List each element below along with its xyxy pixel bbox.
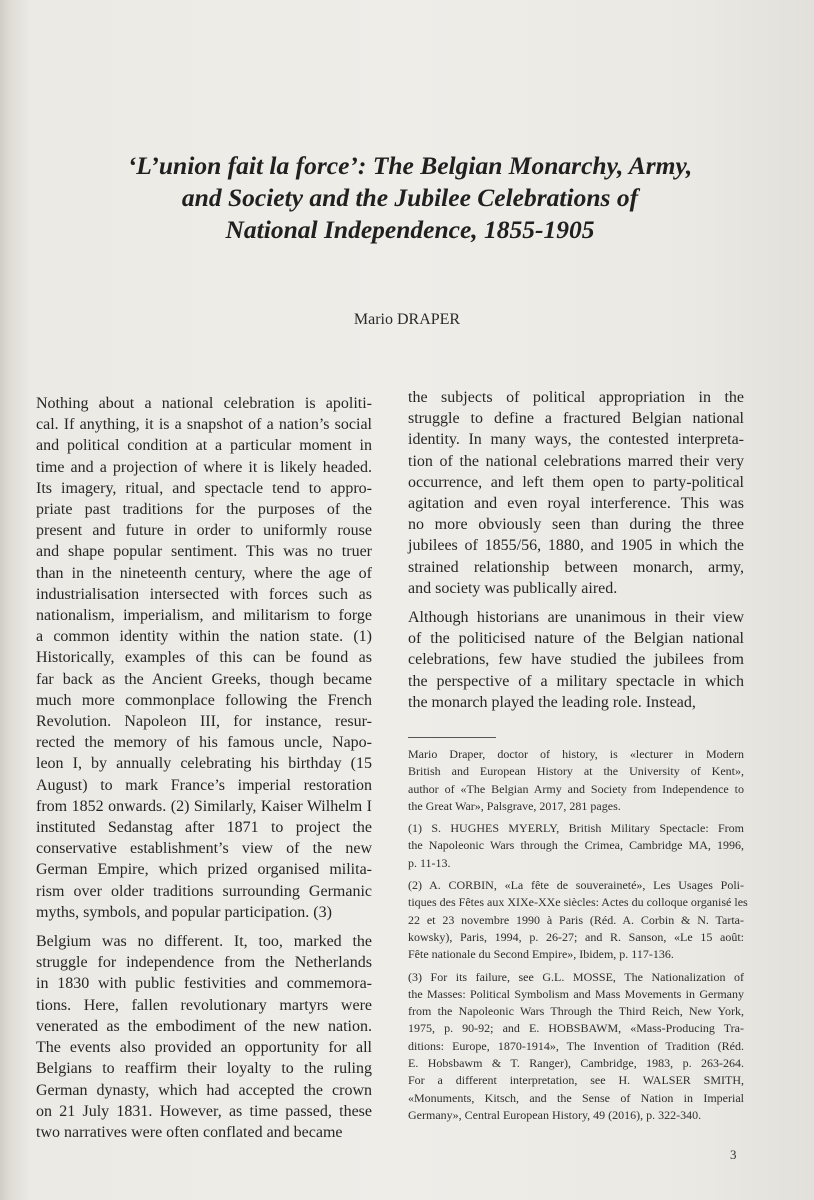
- footnote-line: the Napoleonic Wars through the Crimea, Cambridge MA, 1996,: [408, 838, 744, 853]
- text-line: The events also provided an opportunity for all: [36, 1039, 372, 1057]
- footnote-line: 1975, p. 90-92; and E. HOBSBAWM, «Mass-Producing Tra-: [408, 1021, 744, 1036]
- text-line: industrialisation intersected with forces such as: [36, 585, 372, 603]
- text-line: Nothing about a national celebration is apoliti-: [36, 395, 372, 412]
- text-line: conservative establishment’s view of the new: [36, 840, 372, 858]
- text-line: August) to mark France’s imperial restoration: [36, 776, 372, 794]
- footnote-line: (3) For its failure, see G.L. MOSSE, The Nationalization of: [408, 969, 744, 984]
- text-line: strained relationship between monarch, army,: [408, 558, 744, 576]
- text-line: the subjects of political appropriation in the: [408, 389, 744, 406]
- footnote-line: the Great War», Palsgrave, 2017, 281 pages.: [408, 798, 621, 813]
- page-number: 3: [730, 1147, 737, 1162]
- footnote-2: [408, 877, 748, 963]
- text-line: and society was publically aired.: [408, 579, 618, 597]
- text-line: in 1830 with public festivities and commemora-: [36, 975, 372, 993]
- text-line: occurrence, and left them open to party-political: [408, 473, 744, 491]
- text-line: the monarch played the leading role. Instead,: [408, 693, 696, 711]
- text-line: tion of the national celebrations marred their very: [408, 452, 744, 470]
- footnote-3: [408, 969, 744, 1125]
- footnote-line: «Monuments, Kitsch, and the Sense of Nation in Imperial: [408, 1090, 744, 1105]
- text-line: the perspective of a military spectacle in which: [408, 672, 744, 690]
- text-line: Belgians to reaffirm their loyalty to the ruling: [36, 1060, 372, 1078]
- text-line: Revolution. Napoleon III, for instance, resur-: [36, 713, 372, 731]
- text-line: priate past traditions for the purposes of the: [36, 501, 372, 519]
- text-line: German dynasty, which had accepted the crown: [36, 1081, 372, 1099]
- footnote-line: British and European History at the University of Kent»,: [408, 764, 744, 779]
- footnote-line: kowsky), Paris, 1994, p. 26-27; and R. Sanson, «Le 15 août:: [408, 929, 744, 944]
- footnote-line: from the Napoleonic Wars Through the Third Reich, New York,: [408, 1004, 744, 1019]
- footnote-line: author of «The Belgian Army and Society from Independence to: [408, 781, 744, 796]
- text-line: much more commonplace following the French: [36, 691, 372, 709]
- text-line: myths, symbols, and popular participation. (3): [36, 903, 332, 921]
- footnote-line: p. 11-13.: [408, 855, 451, 870]
- text-line: two narratives were often conflated and became: [36, 1123, 343, 1141]
- text-line: struggle for independence from the Netherlands: [36, 954, 372, 972]
- article-title: [40, 150, 780, 246]
- text-line: of the politicised nature of the Belgian national: [408, 630, 744, 648]
- text-line: Although historians are unanimous in their view: [408, 609, 744, 627]
- text-line: no more obviously seen than during the three: [408, 516, 744, 534]
- text-line: tions. Here, fallen revolutionary martyrs were: [36, 996, 372, 1014]
- text-line: and political condition at a particular moment in: [36, 437, 372, 455]
- footnote-line: tiques des Fêtes aux XIXe-XXe siècles: Actes du colloque organisé les: [408, 895, 748, 910]
- text-line: than in the nineteenth century, where the age of: [36, 564, 372, 582]
- paragraph: [36, 393, 372, 923]
- text-line: agitation and even royal interference. This was: [408, 495, 744, 513]
- title-line: National Independence, 1855-1905: [225, 215, 595, 244]
- text-line: cal. If anything, it is a snapshot of a nation’s social: [36, 416, 372, 434]
- title-line: and Society and the Jubilee Celebrations of: [181, 183, 639, 212]
- text-line: and shape popular sentiment. This was no truer: [36, 543, 372, 561]
- text-line: struggle to define a fractured Belgian national: [408, 410, 744, 428]
- text-line: far back as the Ancient Greeks, though became: [36, 670, 372, 688]
- text-line: rism over older traditions surrounding Germanic: [36, 882, 372, 900]
- footnote-line: the Masses: Political Symbolism and Mass Movements in Germany: [408, 986, 744, 1001]
- footnote-line: 22 et 23 novembre 1990 à Paris (Réd. A. Corbin & N. Tarta-: [408, 912, 744, 927]
- author-name: Mario DRAPER: [353, 311, 461, 328]
- footnote-line: ditions: Europe, 1870-1914», The Invention of Tradition (Réd.: [408, 1038, 744, 1053]
- footnote-line: For a different interpretation, see H. WALSER SMITH,: [408, 1073, 744, 1088]
- footnote-divider: [408, 737, 496, 738]
- text-line: jubilees of 1855/56, 1880, and 1905 in which the: [408, 537, 744, 555]
- text-line: identity. In many ways, the contested interpreta-: [408, 431, 744, 449]
- footnote-author: [408, 746, 744, 815]
- footnote-line: Fête nationale du Second Empire», Ibidem, p. 117-136.: [408, 947, 674, 962]
- text-line: present and future in order to uniformly rouse: [36, 522, 372, 540]
- footnote-line: Germany», Central European History, 49 (2016), p. 322-340.: [408, 1107, 702, 1122]
- paragraph: [408, 387, 744, 599]
- text-line: instituted Sedanstag after 1871 to project the: [36, 819, 372, 837]
- text-line: Its imagery, ritual, and spectacle tend to appro-: [36, 479, 372, 497]
- text-line: nationalism, imperialism, and militarism to forge: [36, 607, 372, 625]
- text-line: a common identity within the nation state. (1): [36, 628, 372, 646]
- text-line: German Empire, which prized organised milita-: [36, 861, 372, 879]
- text-line: rected the memory of his famous uncle, Napo-: [36, 734, 372, 752]
- footnote-line: Mario Draper, doctor of history, is «lecturer in Modern: [408, 747, 744, 761]
- footnote-line: (1) S. HUGHES MYERLY, British Military Spectacle: From: [408, 821, 744, 836]
- text-line: Belgium was no different. It, too, marked the: [36, 933, 372, 951]
- text-line: celebrations, few have studied the jubilees from: [408, 651, 744, 669]
- text-line: from 1852 onwards. (2) Similarly, Kaiser Wilhelm I: [36, 797, 372, 815]
- footnote-1: [408, 820, 744, 872]
- text-line: leon I, by annually celebrating his birthday (15: [36, 755, 372, 773]
- text-line: time and a projection of where it is likely headed.: [36, 458, 372, 476]
- text-line: on 21 July 1831. However, as time passed, these: [36, 1102, 372, 1120]
- left-column: [36, 393, 372, 1151]
- paragraph: [408, 607, 744, 713]
- right-column: [408, 387, 744, 721]
- title-line: ‘L’union fait la force’: The Belgian Monarchy, Army,: [127, 151, 693, 180]
- footnotes: [408, 746, 748, 1129]
- text-line: venerated as the embodiment of the new nation.: [36, 1017, 372, 1035]
- footnote-line: E. Hobsbawm & T. Ranger), Cambridge, 1983, p. 263-264.: [408, 1056, 744, 1071]
- paragraph: [36, 931, 372, 1143]
- text-line: Historically, examples of this can be found as: [36, 649, 372, 667]
- footnote-line: (2) A. CORBIN, «La fête de souveraineté», Les Usages Poli-: [408, 878, 744, 893]
